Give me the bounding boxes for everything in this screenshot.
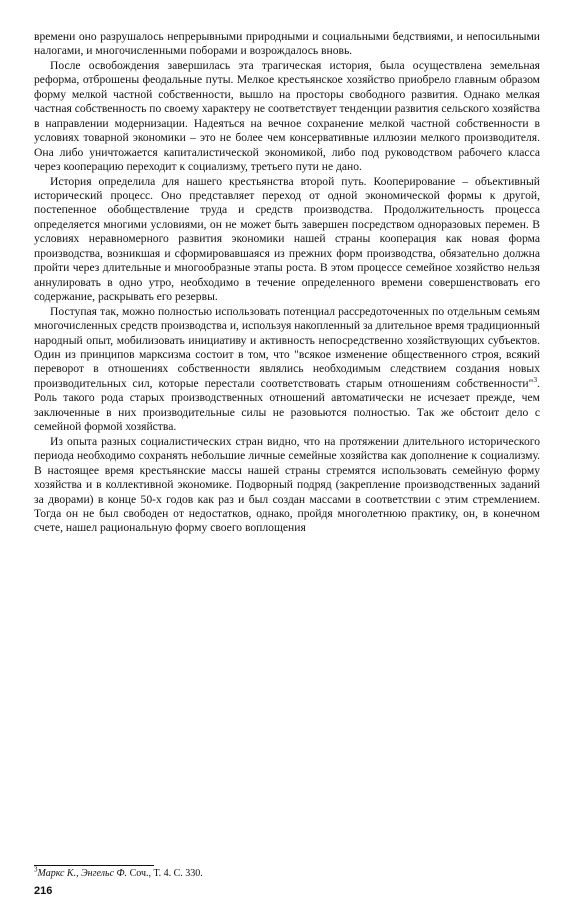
page-number: 216 [34,885,53,897]
footnote-divider [34,865,154,866]
footnote-reference[interactable]: 3 [533,375,538,385]
paragraph-1: времени оно разрушалось непрерывными природными и социальными бедствиями, и непосильными налогами, и многочисленными поборами и возрождалось вновь. [34,30,540,58]
paragraph-2: После освобождения завершилась эта трагическая история, была осуществлена земельная реформа, отброшены феодальные путы. Мелкое крестьянское хозяйство приобрело главным образом форму мелкой частной собственности, вышло на просторы свободного развития. Однако мелкая частная собственность по своему характеру не соответствует тенденции развития сельского хозяйства в направлении модернизации. Надеяться на вечное сохранение мелкой частной собственности в условиях товарной экономики – это не более чем консервативные иллюзии мелкого производителя. Она либо уничтожается капиталистической экономикой, либо под руководством рабочего класса через кооперацию переходит к социализму, третьего пути не дано. [34,58,540,174]
footnote-mark: 3 [34,865,38,874]
paragraph-4-text-continued: . Роль такого рода старых производственных отношений автоматически не исчезает прежде, чем заключенные в них производительные силы не разовьются полностью. Так же обстоит дело с семейной формой хозяйства. [34,376,540,434]
paragraph-4 [34,305,540,435]
paragraph-3: История определила для нашего крестьянства второй путь. Кооперирование – объективный исторический процесс. Оно представляет переход от одной экономической формы к другой, постепенное обобществление труда и средств производства. Продолжительность процесса определяется многими условиями, он не может быть завершен посредством одноразовых перемен. В условиях неравномерного развития экономики нашей страны кооперация как новая форма производства, возникшая и сформировавшаяся из прежних форм производства, обязательно должна пройти через длительные и многообразные этапы роста. В этом процессе семейное хозяйство нельзя аннулировать в одно утро, необходимо в течение определенного времени совершенствовать его содержание, раскрывать его резервы. [34,174,540,304]
page-body [34,30,540,536]
footnote-source: Соч., Т. 4. С. 330. [127,868,203,879]
paragraph-5: Из опыта разных социалистических стран видно, что на протяжении длительного исторического периода необходимо сохранять небольшие личные семейные хозяйства как дополнение к социализму. В настоящее время крестьянские массы нашей страны стремятся использовать семейную форму хозяйства и в коллективной экономике. Подворный подряд (закрепление производственных заданий за дворами) в конце 50-х годов как раз и был создан массами в соответствии с этим стремлением. Тогда он не был свободен от недостатков, однако, пройдя многолетнюю практику, он, в конечном счете, нашел рациональную форму своего воплощения [34,434,540,535]
paragraph-4-text: Поступая так, можно полностью использовать потенциал рассредоточенных по отдельным семьям многочисленных средств производства и, используя накопленный за длительное время традиционный народный опыт, мобилизовать инициативу и активность непосредственно хозяйствующих субъектов. Один из принципов марксизма состоит в том, что "всякое изменение общественного строя, всякий переворот в отношениях собственности являлись необходимым следствием создания новых производительных сил, которые перестали соответствовать старым отношениям собственности" [34,304,540,390]
footnote [34,865,540,880]
footnote-authors: Маркс К., Энгельс Ф. [37,868,128,879]
